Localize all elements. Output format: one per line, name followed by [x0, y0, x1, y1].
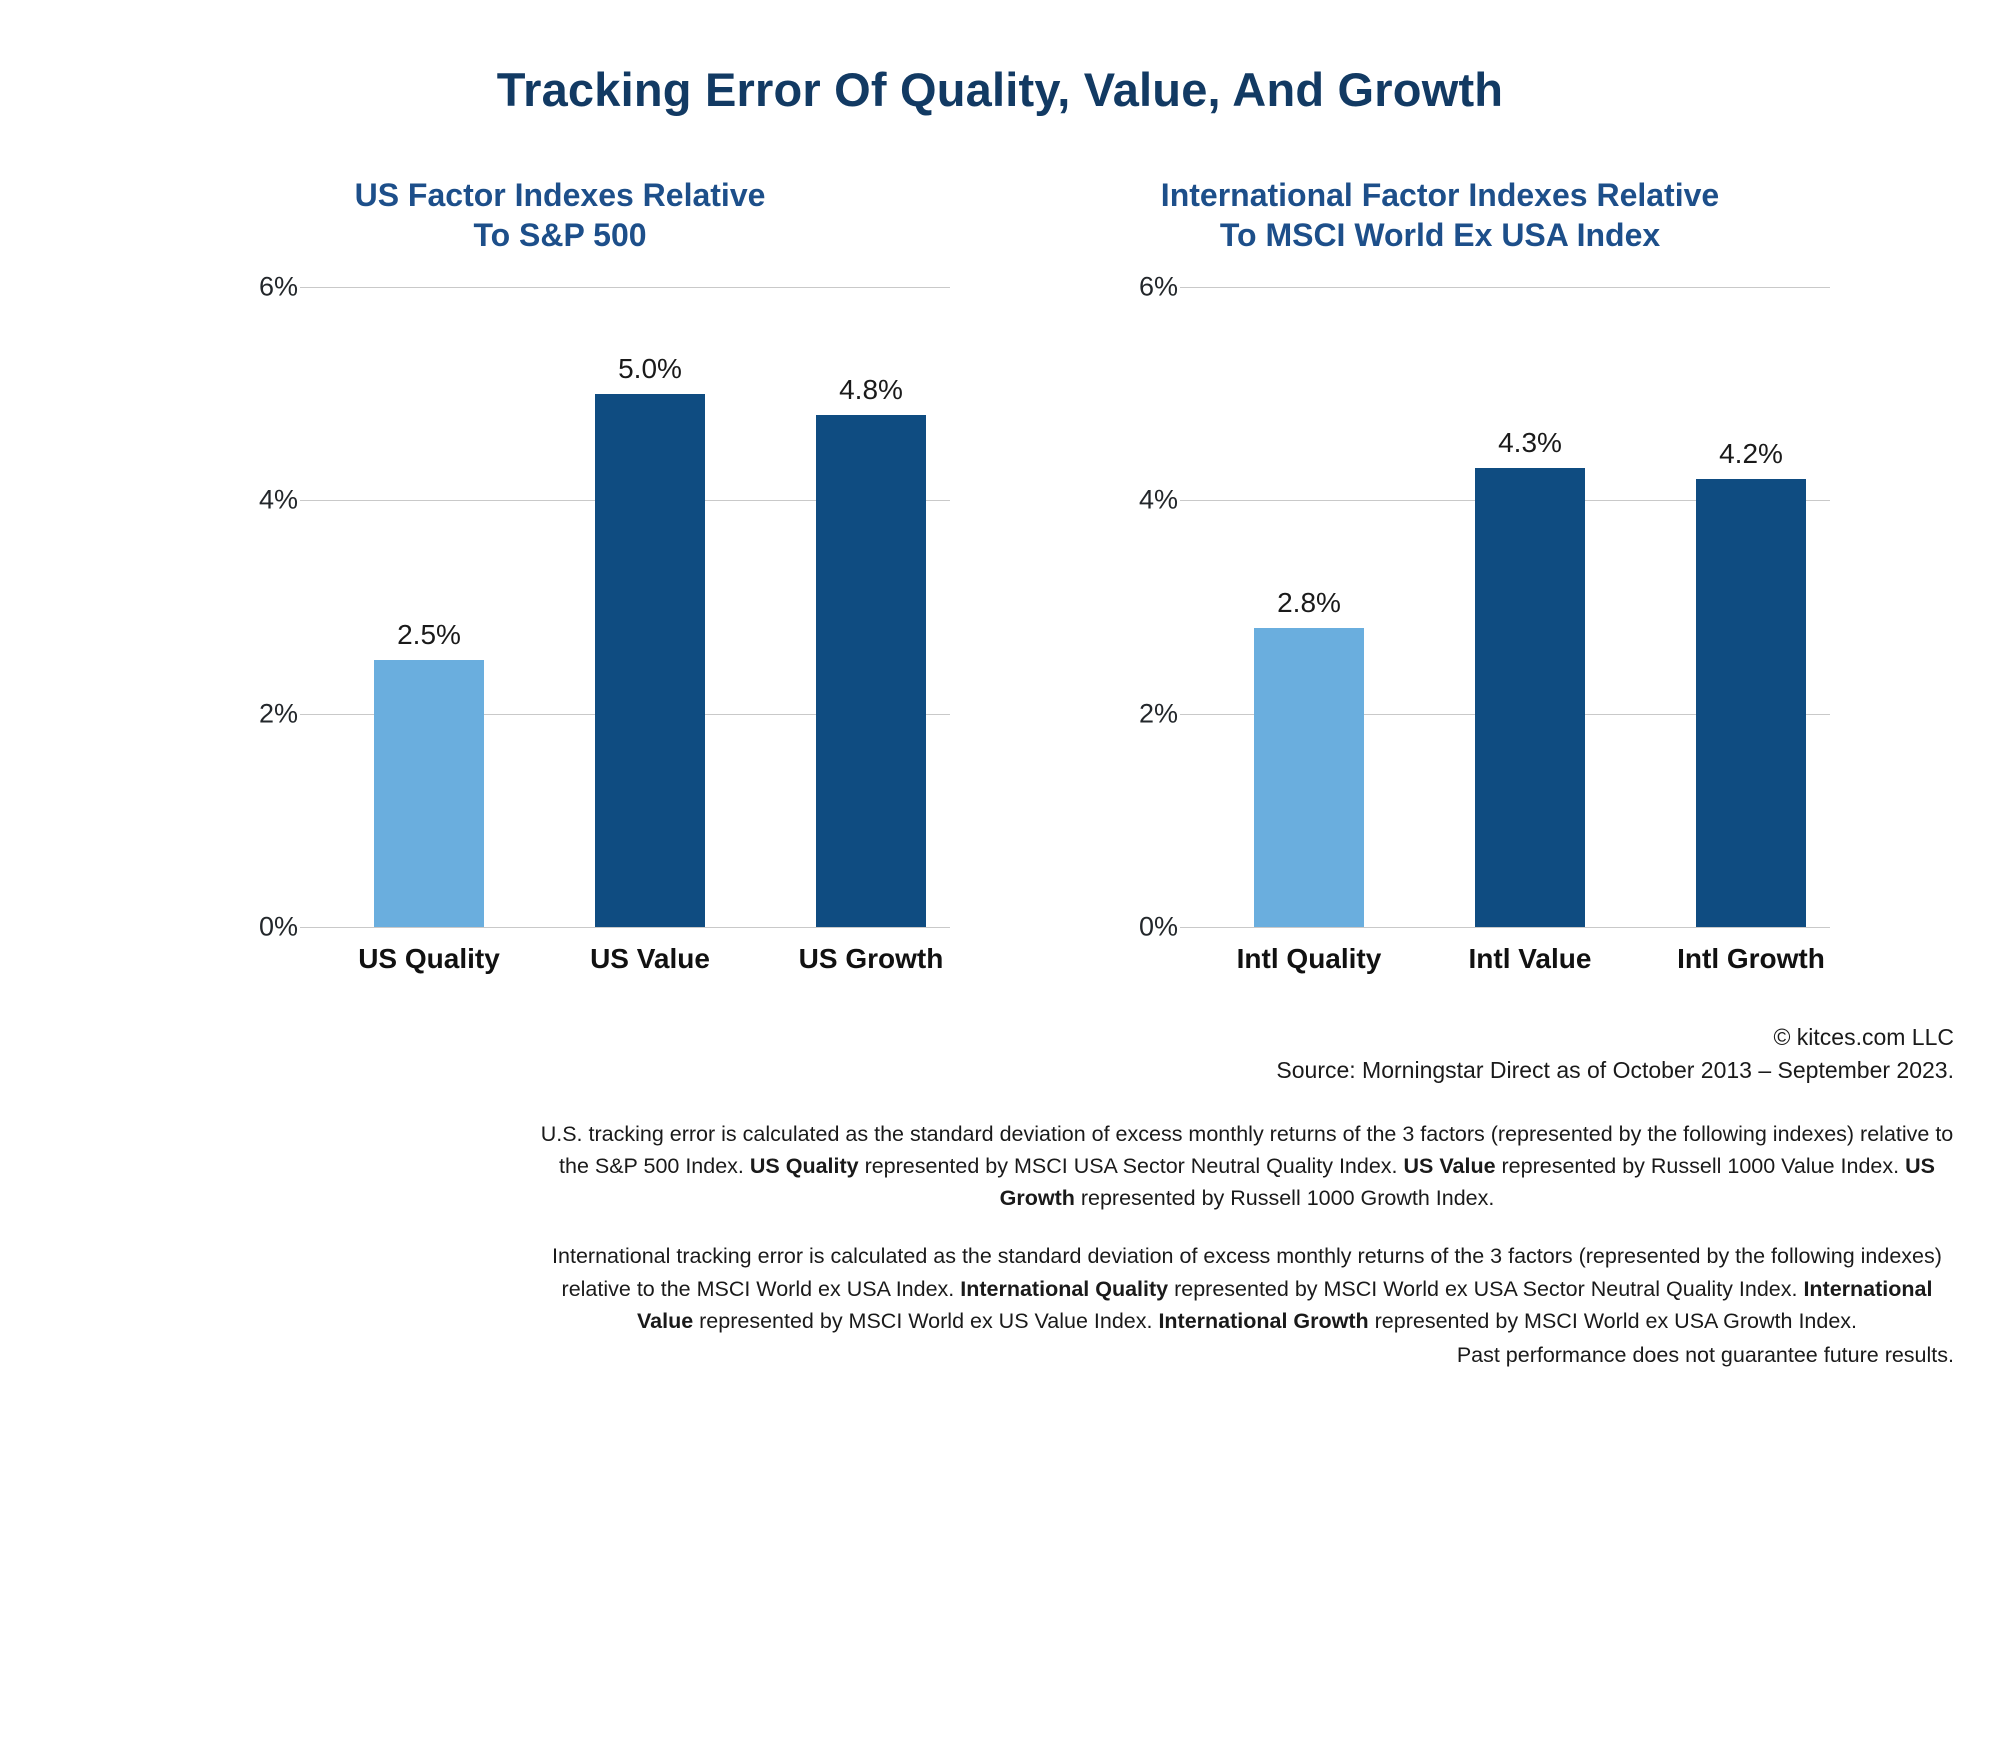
footnote-intl — [540, 1240, 1954, 1337]
chart-us — [120, 175, 1000, 987]
chart-us-category-labels — [300, 927, 950, 987]
bar-value-intl-value: 4.3% — [1498, 427, 1562, 458]
bar-slot-intl-quality — [1224, 587, 1394, 927]
chart-intl-category-labels — [1180, 927, 1830, 987]
bar-value-intl-growth: 4.2% — [1719, 438, 1783, 469]
footnote-intl-bold2: International Value — [636, 1276, 1933, 1333]
footnotes — [0, 1118, 2000, 1338]
chart-us-plot — [240, 271, 950, 942]
bar-value-intl-quality: 2.8% — [1277, 587, 1341, 618]
category-label-intl-growth: Intl Growth — [1677, 943, 1825, 974]
footnote-us-bold2: US Value — [1403, 1153, 1496, 1178]
bar-slot-intl-value — [1445, 427, 1615, 927]
footnote-us-bold3: US Growth — [999, 1153, 1935, 1211]
footnote-us-suffix: represented by Russell 1000 Growth Index. — [1074, 1186, 1495, 1211]
footnote-us-prefix: U.S. tracking error is calculated as the standard deviation of excess monthly returns of the 3 factors (represented by the following indexes) relative to the S&P 500 Index. — [540, 1121, 1954, 1178]
category-label-intl-quality: Intl Quality — [1236, 943, 1382, 974]
charts-row — [0, 175, 2000, 987]
page-title: Tracking Error Of Quality, Value, And Growth — [496, 63, 1504, 116]
copyright-text: © kitces.com LLC — [1773, 1024, 1954, 1050]
footnote-us-mid1: represented by MSCI USA Sector Neutral Quality Index. — [858, 1153, 1404, 1178]
chart-us-title — [120, 175, 1000, 261]
category-label-us-value: US Value — [590, 943, 710, 974]
ytick-label-0: 0% — [1138, 911, 1178, 942]
source-text: Source: Morningstar Direct as of October 2013 – September 2023. — [1276, 1057, 1954, 1084]
footnote-intl-bold1: International Quality — [960, 1276, 1169, 1301]
bar-intl-value[interactable] — [1475, 427, 1585, 927]
chart-page — [0, 62, 2000, 1748]
bar-us-growth[interactable] — [816, 374, 926, 927]
chart-us-bars — [300, 287, 950, 927]
bar-us-value[interactable] — [595, 353, 705, 927]
bar-slot-us-value — [565, 353, 735, 927]
category-label-us-growth: US Growth — [798, 943, 944, 974]
bar-slot-intl-growth — [1666, 438, 1836, 927]
chart-intl-bars — [1180, 287, 1830, 927]
ytick-label-0: 0% — [258, 911, 298, 942]
category-label-intl-value: Intl Value — [1468, 943, 1592, 974]
bar-value-us-growth: 4.8% — [839, 374, 903, 405]
footnote-intl-bold3: International Growth — [1158, 1308, 1369, 1333]
footnote-intl-prefix: International tracking error is calculated as the standard deviation of excess monthly returns of the 3 factors (represented by the following indexes) relative to the MSCI World ex USA Index. — [552, 1244, 1942, 1301]
footnote-intl-mid2: represented by MSCI World ex US Value Index. — [693, 1308, 1159, 1333]
bar-slot-us-quality — [344, 619, 514, 927]
chart-us-title-line2: To S&P 500 — [473, 217, 647, 253]
bar-us-quality[interactable] — [374, 619, 484, 927]
footnote-us — [540, 1118, 1954, 1215]
bar-intl-growth[interactable] — [1696, 438, 1806, 927]
footer — [0, 1021, 2000, 1088]
bar-value-us-quality: 2.5% — [397, 619, 461, 650]
ytick-label-2: 2% — [1138, 698, 1178, 729]
category-label-us-quality: US Quality — [358, 943, 500, 974]
footnote-intl-suffix: represented by MSCI World ex USA Growth Index. — [1368, 1308, 1858, 1333]
ytick-label-6: 6% — [258, 271, 298, 302]
ytick-label-4: 4% — [1138, 484, 1178, 515]
footnote-intl-mid1: represented by MSCI World ex USA Sector Neutral Quality Index. — [1168, 1276, 1804, 1301]
ytick-label-6: 6% — [1138, 271, 1178, 302]
ytick-label-4: 4% — [258, 484, 298, 515]
bar-slot-us-growth — [786, 374, 956, 927]
ytick-label-2: 2% — [258, 698, 298, 729]
footnote-us-bold1: US Quality — [749, 1153, 859, 1178]
chart-intl — [1000, 175, 1880, 987]
bar-value-us-value: 5.0% — [618, 353, 682, 384]
chart-intl-title-line1: International Factor Indexes Relative — [1160, 177, 1720, 213]
footnote-us-mid2: represented by Russell 1000 Value Index. — [1495, 1153, 1906, 1178]
chart-intl-title — [1000, 175, 1880, 261]
disclaimer-text: Past performance does not guarantee future results. — [1456, 1343, 1954, 1368]
chart-intl-plot — [1120, 271, 1830, 942]
chart-us-title-line1: US Factor Indexes Relative — [354, 177, 766, 213]
chart-intl-title-line2: To MSCI World Ex USA Index — [1219, 217, 1661, 253]
bar-intl-quality[interactable] — [1254, 587, 1364, 927]
